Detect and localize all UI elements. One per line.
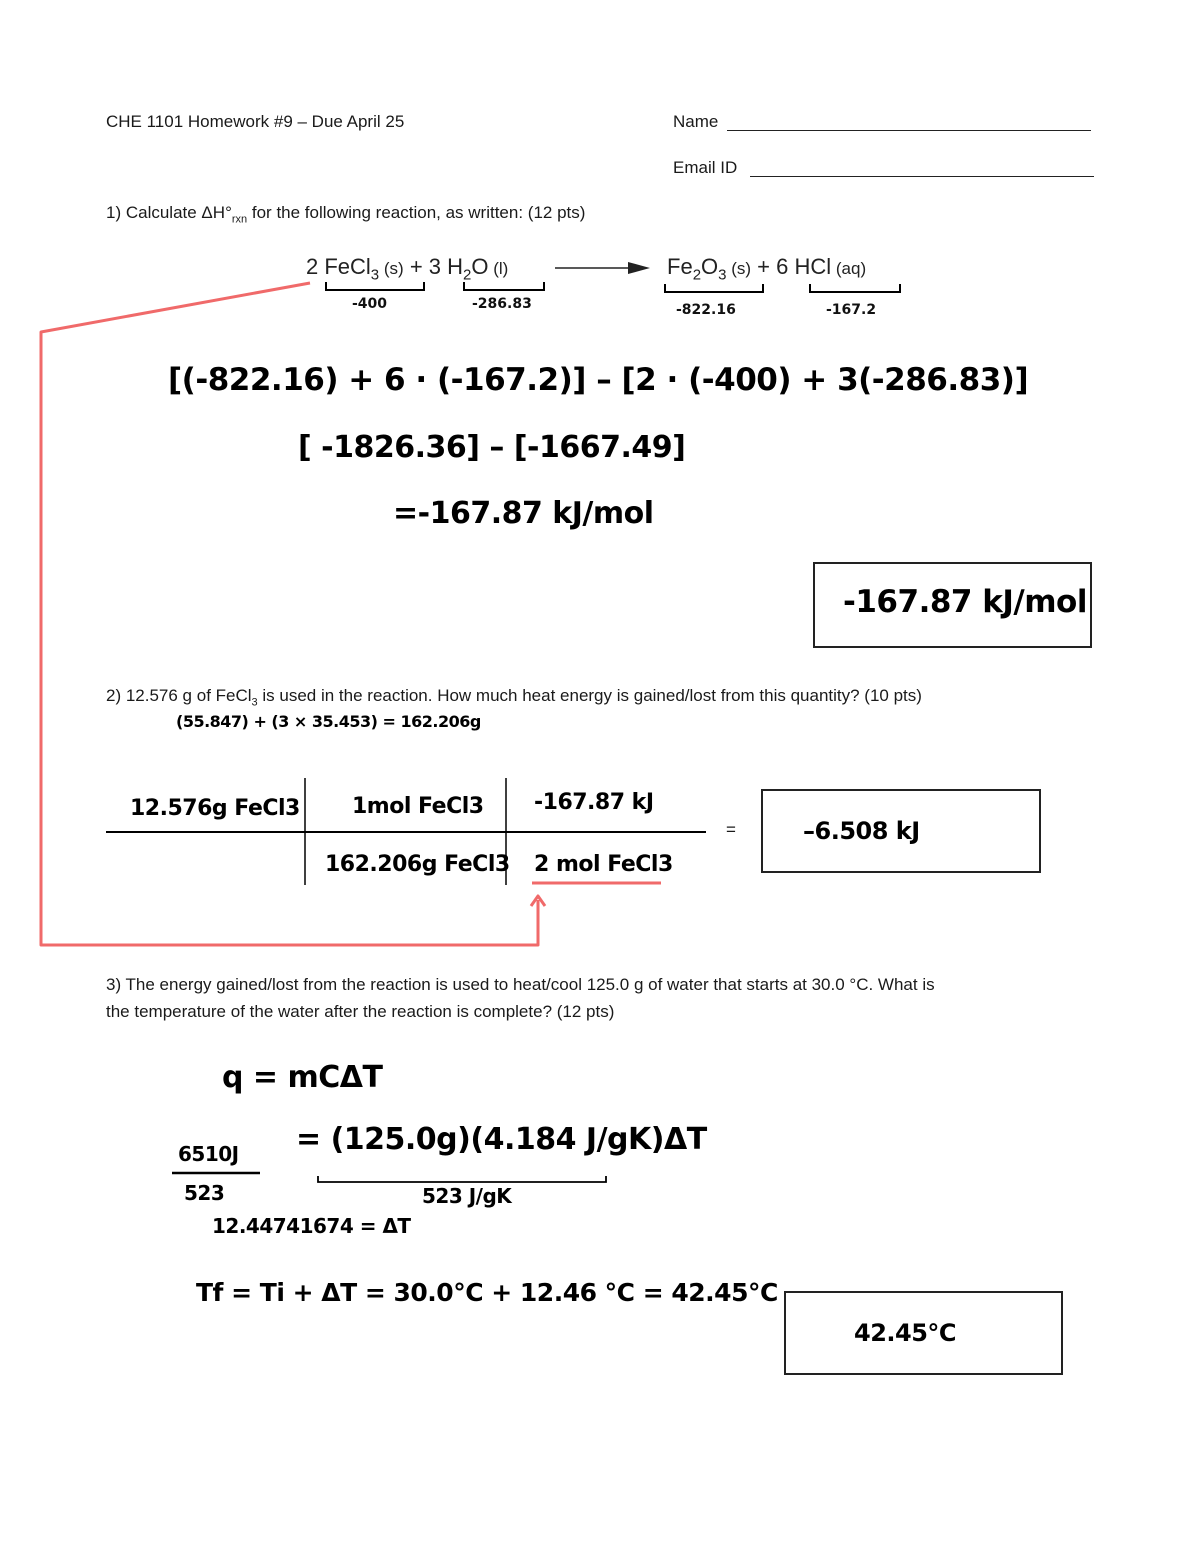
fe2o3-state: (s) [726, 259, 752, 278]
conversion-molar-mass: 162.206g FeCl3 [325, 852, 510, 877]
name-field[interactable] [727, 118, 1091, 131]
conversion-stoich-bottom: 2 mol FeCl3 [534, 852, 673, 877]
q2-prompt-text-2: is used in the reaction. How much heat energy is gained/lost from this quantity? (10 pts) [257, 686, 922, 705]
fe2o3-formula: Fe [667, 254, 693, 279]
final-temperature-work: Tf = Ti + ΔT = 30.0°C + 12.46 °C = 42.45°C [196, 1278, 778, 1307]
delta-t-result: 12.44741674 = ΔT [212, 1214, 411, 1238]
conversion-enthalpy-top: -167.87 kJ [534, 790, 654, 815]
q1-work-line1: [(-822.16) + 6 · (-167.2)] – [2 · (-400) + 3(-286.83)] [168, 362, 1029, 398]
q1-prompt-text: 1) Calculate ΔH° [106, 203, 232, 222]
fecl3-sub: 3 [370, 266, 380, 284]
fe2o3-enthalpy: -822.16 [676, 302, 736, 318]
q1-prompt [106, 203, 585, 225]
fecl3-enthalpy: -400 [352, 296, 388, 312]
heat-formula: q = mCΔT [222, 1060, 383, 1095]
q1-work-line2: [ -1826.36] – [-1667.49] [298, 430, 686, 465]
h2o-state: (l) [488, 259, 509, 278]
hcl-state: (aq) [831, 259, 867, 278]
h2o-enthalpy: -286.83 [472, 296, 532, 312]
q3-prompt-line2: the temperature of the water after the reaction is complete? (12 pts) [106, 1002, 615, 1021]
h2o-sub: 2 [463, 266, 472, 284]
conversion-start-quantity: 12.576g FeCl3 [130, 796, 300, 821]
hcl-formula: + 6 HCl [757, 254, 832, 279]
q2-answer: –6.508 kJ [803, 817, 920, 845]
fe2o3-sub2: 3 [718, 266, 727, 284]
q1-answer: -167.87 kJ/mol [843, 584, 1087, 620]
heat-equation-rhs: = (125.0g)(4.184 J/gK)ΔT [296, 1122, 707, 1157]
fe2o3-o: O [701, 254, 719, 279]
reaction-products [667, 254, 866, 283]
q1-work-line3: =-167.87 kJ/mol [393, 496, 654, 531]
name-label: Name [673, 112, 719, 131]
h2o-o: O [471, 254, 489, 279]
heat-value: 6510J [178, 1142, 239, 1166]
q3-prompt-line1: 3) The energy gained/lost from the reaction is used to heat/cool 125.0 g of water that starts at 30.0 °C. What is [106, 975, 935, 994]
email-field[interactable] [750, 164, 1094, 177]
hcl-enthalpy: -167.2 [826, 302, 877, 318]
molar-mass-work: (55.847) + (3 × 35.453) = 162.206g [176, 712, 481, 731]
email-label: Email ID [673, 158, 738, 177]
q2-answer-box [761, 789, 1041, 873]
h2o-formula: + 3 H [409, 254, 464, 279]
q2-prompt-sub: 3 [251, 696, 258, 709]
fecl3-state: (s) [379, 259, 404, 278]
heat-capacity-product: 523 J/gK [422, 1184, 512, 1208]
conversion-equals: = [726, 820, 736, 839]
fe2o3-sub1: 2 [692, 266, 702, 284]
conversion-mol-top: 1mol FeCl3 [352, 794, 484, 819]
fecl3-formula: 2 FeCl [306, 254, 371, 279]
homework-title: CHE 1101 Homework #9 – Due April 25 [106, 112, 405, 131]
q2-prompt [106, 686, 922, 708]
reaction-reactants [306, 254, 508, 283]
q1-prompt-sub: rxn [231, 213, 248, 226]
denominator-value: 523 [184, 1181, 225, 1205]
q3-answer: 42.45°C [854, 1319, 957, 1347]
q1-answer-box [813, 562, 1092, 648]
q1-prompt-text-2: for the following reaction, as written: (12 pts) [247, 203, 586, 222]
q3-answer-box [784, 1291, 1063, 1375]
q2-prompt-text: 2) 12.576 g of FeCl [106, 686, 252, 705]
